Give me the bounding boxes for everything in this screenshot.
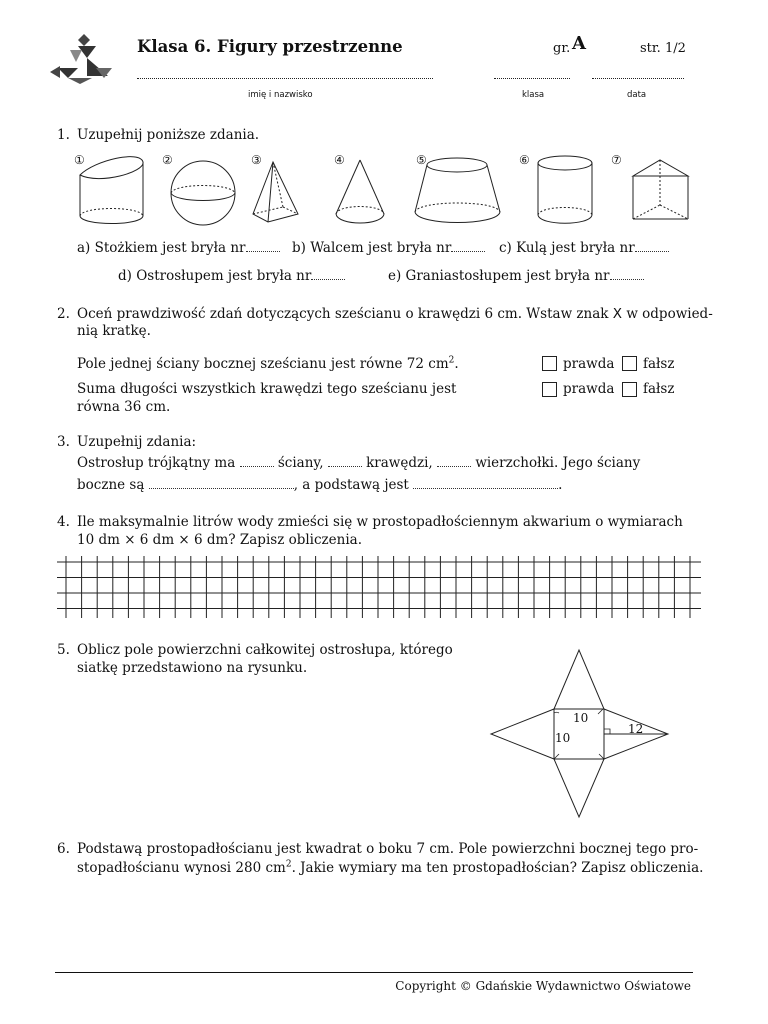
q2-number: 2. [57,306,70,322]
group-label: gr. [553,41,571,56]
q1-a-answer[interactable] [246,241,280,252]
q3-base-answer[interactable] [413,478,558,489]
net-label-height: 12 [628,722,644,736]
q2-s1-false-checkbox[interactable] [622,356,637,371]
shape-number-5: ⑤ [416,153,427,167]
shape-number-2: ② [162,153,173,167]
q3-lateral-faces-answer[interactable] [149,478,294,489]
solid-4-cone [336,160,384,223]
q2-statement-2-line1: Suma długości wszystkich krawędzi tego sześcianu jest [77,381,457,397]
date-label: data [627,90,647,100]
solids-figure [62,150,702,230]
q3-text: Uzupełnij zdania: [77,434,197,450]
q5-line2: siatkę przedstawiono na rysunku. [77,660,308,676]
net-label-base-top: 10 [573,711,589,725]
q1-e-answer[interactable] [610,269,644,280]
name-field[interactable] [137,78,433,79]
q2-s1-true-checkbox[interactable] [542,356,557,371]
solid-1-cut-cylinder [80,157,143,224]
q6-line1: Podstawą prostopadłościanu jest kwadrat o boku 7 cm. Pole powierzchni bocznej tego pro- [77,841,699,857]
solid-2-sphere [171,161,235,225]
solid-5-frustum [415,158,500,223]
q1-c-answer[interactable] [635,241,669,252]
q5-line1: Oblicz pole powierzchni całkowitej ostrosłupa, którego [77,642,453,658]
q1-c: c) Kulą jest bryła nr [499,239,669,257]
q3-edges-answer[interactable] [328,456,362,467]
q2-s1-false-label: fałsz [643,356,675,372]
q2-s2-true-checkbox[interactable] [542,382,557,397]
q3-vertices-answer[interactable] [437,456,471,467]
q2-s2-false-label: fałsz [643,381,675,397]
q1-b: b) Walcem jest bryła nr [292,239,485,257]
q3-number: 3. [57,434,70,450]
q1-d: d) Ostrosłupem jest bryła nr [118,267,345,285]
q2-s1-true-label: prawda [563,356,615,372]
q3-faces-answer[interactable] [240,456,274,467]
q5-number: 5. [57,642,70,658]
q4-number: 4. [57,514,70,530]
class-label: klasa [522,90,545,100]
solid-3-pyramid [253,162,298,222]
net-label-base-left: 10 [555,731,571,745]
q2-line1: Oceń prawdziwość zdań dotyczących sześcianu o krawędzi 6 cm. Wstaw znak X w odpowied- [77,306,713,322]
q4-answer-grid[interactable] [57,556,701,618]
q2-statement-2-line2: równa 36 cm. [77,399,171,415]
shape-number-1: ① [74,153,85,167]
shape-number-7: ⑦ [611,153,622,167]
q2-s2-false-checkbox[interactable] [622,382,637,397]
q1-e: e) Graniastosłupem jest bryła nr [388,267,644,285]
name-label: imię i nazwisko [248,90,313,100]
q3-line2: boczne są , a podstawą jest . [77,477,563,493]
q6-line2: stopadłościanu wynosi 280 $cm^2$. Jakie wymiary ma ten prostopadłościan? Zapisz obliczenia. [77,859,704,876]
q1-text: Uzupełnij poniższe zdania. [77,127,260,143]
worksheet-title: Klasa 6. Figury przestrzenne [137,37,403,56]
q1-number: 1. [57,127,70,143]
shape-number-4: ④ [334,153,345,167]
date-field[interactable] [592,78,684,79]
shape-number-3: ③ [251,153,262,167]
q3-line1: Ostrosłup trójkątny ma ściany, krawędzi, wierzchołki. Jego ściany [77,455,641,471]
solid-6-cylinder [538,156,592,223]
page-number: str. 1/2 [640,41,686,56]
q2-statement-1: Pole jednej ściany bocznej sześcianu jest równe 72 $cm^2$. [77,355,459,372]
shape-number-6: ⑥ [519,153,530,167]
q2-mark: X [612,306,623,322]
q1-a: a) Stożkiem jest bryła nr [77,239,280,257]
publisher-logo [48,28,120,88]
q6-number: 6. [57,841,70,857]
class-field[interactable] [494,78,570,79]
q1-b-answer[interactable] [451,241,485,252]
footer-divider [55,972,693,973]
pyramid-net-figure [488,646,674,820]
group-value: A [572,33,586,54]
q2-s2-true-label: prawda [563,381,615,397]
solid-7-prism [633,160,688,219]
copyright: Copyright © Gdańskie Wydawnictwo Oświatowe [395,979,691,993]
q4-line1: Ile maksymalnie litrów wody zmieści się w prostopadłościennym akwarium o wymiarach [77,514,683,530]
q1-d-answer[interactable] [311,269,345,280]
q4-line2: 10 dm × 6 dm × 6 dm? Zapisz obliczenia. [77,532,363,548]
q2-line2: nią kratkę. [77,323,151,339]
